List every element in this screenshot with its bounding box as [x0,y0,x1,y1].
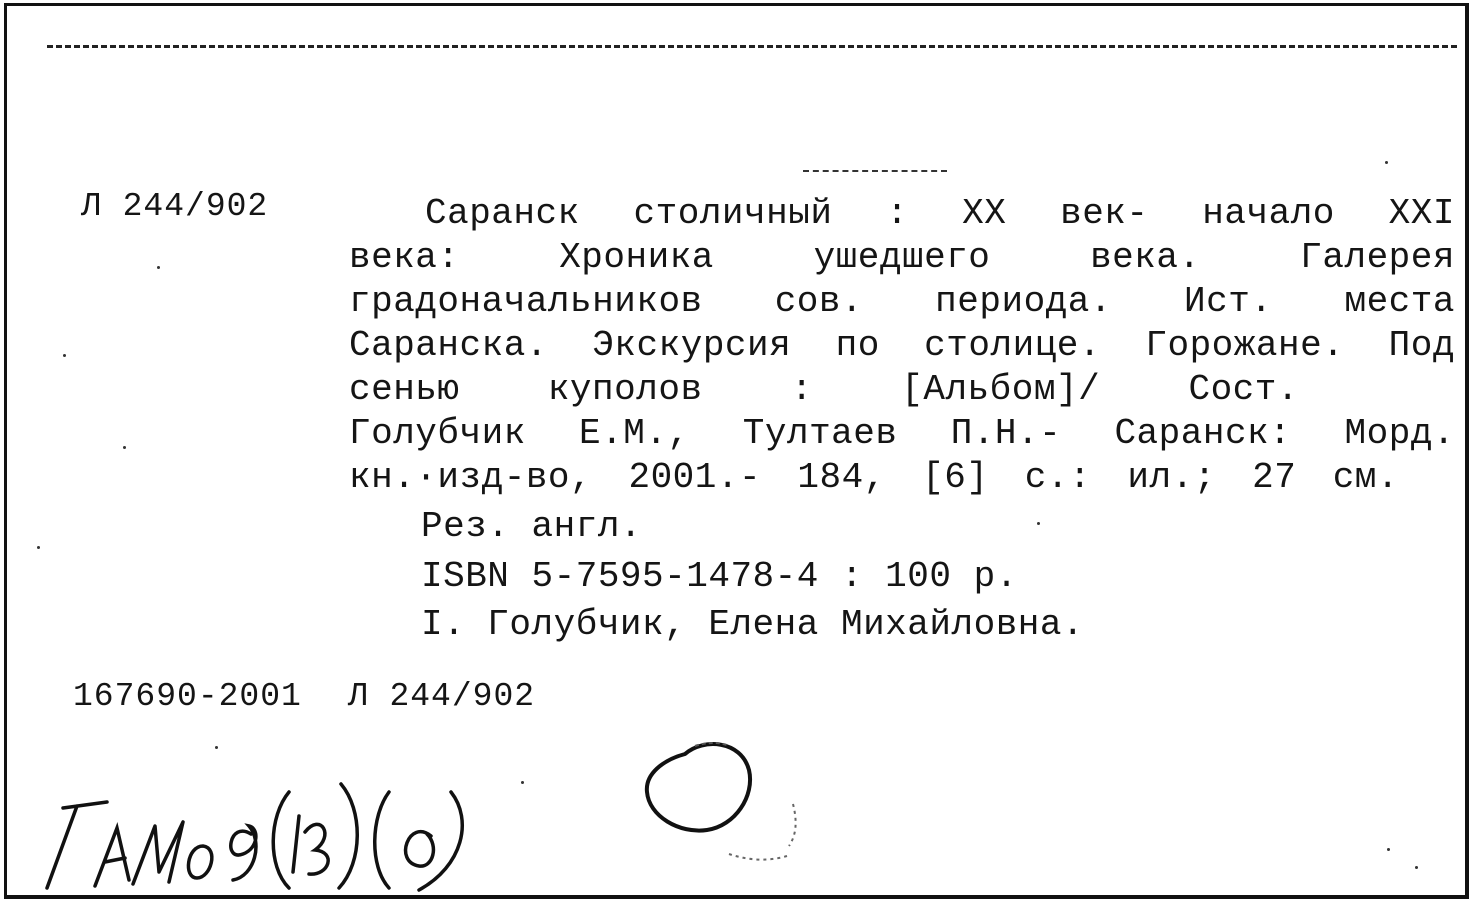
scan-speck [1037,522,1040,525]
description-line: Саранск столичный : XX век- начало XXI [425,193,1455,234]
scan-speck [215,746,218,749]
shelfmark: Л 244/902 [81,188,269,225]
short-dashed-mark [803,170,947,172]
isbn-line: ISBN 5-7595-1478-4 : 100 р. [421,556,1018,597]
scan-speck [123,446,126,449]
description-line: Саранска. Экскурсия по столице. Горожане. Под [349,325,1455,366]
accession-number: 167690-2001 [73,678,302,715]
added-entry: I. Голубчик, Елена Михайловна. [421,604,1085,645]
catalog-card [4,3,1469,899]
scan-speck [1385,161,1388,164]
scan-speck [1387,848,1390,851]
description-line: кн.·изд-во, 2001.- 184, [6] с.: ил.; 27 см. [349,457,1399,498]
bottom-shelfmark: Л 244/902 [347,678,536,715]
summary-note: Рез. англ. [421,506,643,547]
handwritten-signature [37,776,477,896]
scan-speck [157,266,160,269]
bibliographic-description [349,192,1455,500]
description-line: градоначальников сов. периода. Ист. места [349,281,1455,322]
accession-line [73,678,535,715]
scan-speck [37,546,40,549]
punch-hole-circle [637,734,817,874]
top-dashed-rule [47,45,1457,48]
scan-speck [63,354,66,357]
description-line: Голубчик Е.М., Тултаев П.Н.- Саранск: Морд. [349,413,1455,454]
description-line: сенью куполов : [Альбом]/ Сост. [349,369,1299,410]
description-line: века: Хроника ушедшего века. Галерея [349,237,1455,278]
scan-speck [521,781,524,784]
scan-speck [1415,866,1418,869]
